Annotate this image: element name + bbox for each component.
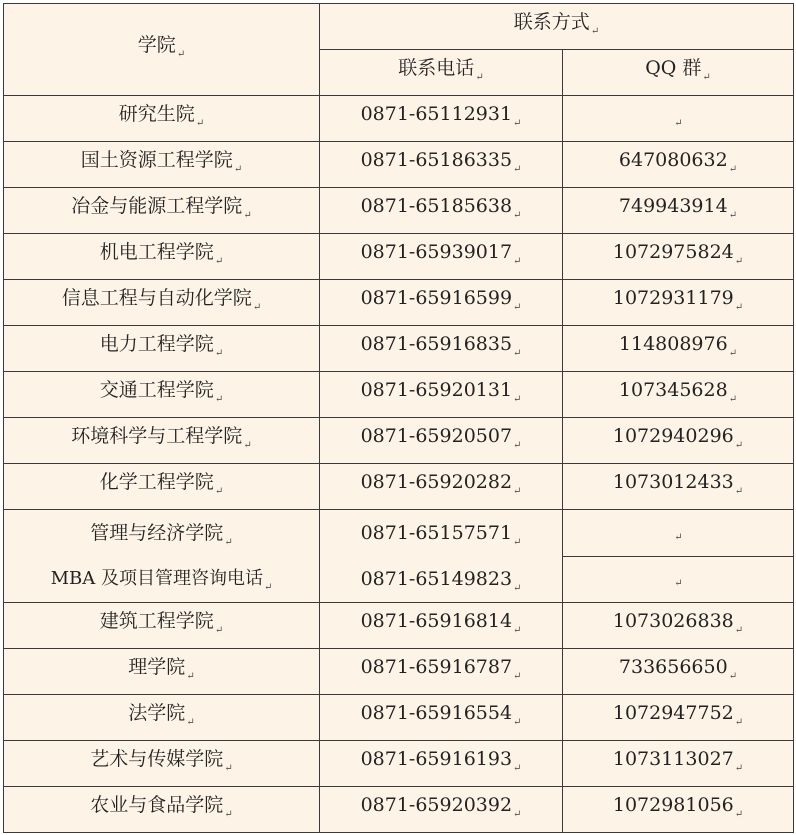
phone-cell: 0871-65939017↵	[320, 234, 563, 280]
phone-cell: 0871-65112931↵	[320, 96, 563, 142]
phone-cell: 0871-65185638↵	[320, 188, 563, 234]
phone-cell-merged: 0871-65157571↵ 0871-65149823↵	[320, 510, 563, 603]
college-contact-table	[3, 3, 794, 833]
college-cell: 电力工程学院↵	[4, 326, 320, 372]
qq-cell: 1072981056↵	[563, 787, 794, 833]
phone-cell: 0871-65920507↵	[320, 418, 563, 464]
header-college: 学院↵	[4, 4, 320, 96]
college-cell: 研究生院↵	[4, 96, 320, 142]
qq-cell: 733656650↵	[563, 649, 794, 695]
phone-cell: 0871-65916835↵	[320, 326, 563, 372]
table-row	[4, 418, 794, 464]
college-cell: 环境科学与工程学院↵	[4, 418, 320, 464]
college-cell: 交通工程学院↵	[4, 372, 320, 418]
header-qq: QQ 群↵	[563, 50, 794, 96]
qq-cell: 114808976↵	[563, 326, 794, 372]
qq-cell: ↵	[563, 510, 794, 557]
college-cell: 国土资源工程学院↵	[4, 142, 320, 188]
header-contact-method: 联系方式↵	[320, 4, 794, 50]
qq-cell: 1072947752↵	[563, 695, 794, 741]
phone-cell: 0871-65916193↵	[320, 741, 563, 787]
college-cell: 艺术与传媒学院↵	[4, 741, 320, 787]
phone-cell: 0871-65916599↵	[320, 280, 563, 326]
qq-cell: 1073113027↵	[563, 741, 794, 787]
qq-cell: 1072940296↵	[563, 418, 794, 464]
table-row	[4, 234, 794, 280]
qq-cell: 749943914↵	[563, 188, 794, 234]
college-cell: 化学工程学院↵	[4, 464, 320, 510]
phone-cell: 0871-65916554↵	[320, 695, 563, 741]
qq-cell: 1072931179↵	[563, 280, 794, 326]
qq-cell: 1072975824↵	[563, 234, 794, 280]
qq-cell: 1073026838↵	[563, 603, 794, 649]
college-cell: 信息工程与自动化学院↵	[4, 280, 320, 326]
phone-cell: 0871-65916787↵	[320, 649, 563, 695]
phone-cell: 0871-65920131↵	[320, 372, 563, 418]
college-cell: 建筑工程学院↵	[4, 603, 320, 649]
table-row-merged-top	[4, 510, 794, 557]
table-row	[4, 741, 794, 787]
table-row	[4, 326, 794, 372]
table-row	[4, 188, 794, 234]
qq-cell: 107345628↵	[563, 372, 794, 418]
college-cell: 农业与食品学院↵	[4, 787, 320, 833]
table-row	[4, 280, 794, 326]
phone-cell: 0871-65186335↵	[320, 142, 563, 188]
phone-cell: 0871-65916814↵	[320, 603, 563, 649]
college-cell: 法学院↵	[4, 695, 320, 741]
qq-cell: ↵	[563, 556, 794, 603]
table-row	[4, 603, 794, 649]
phone-cell: 0871-65920392↵	[320, 787, 563, 833]
college-cell: 冶金与能源工程学院↵	[4, 188, 320, 234]
table-row	[4, 96, 794, 142]
table-row	[4, 464, 794, 510]
header-phone: 联系电话↵	[320, 50, 563, 96]
table-row	[4, 142, 794, 188]
college-cell: 机电工程学院↵	[4, 234, 320, 280]
college-cell-merged: 管理与经济学院↵ MBA 及项目管理咨询电话↵	[4, 510, 320, 603]
header-row-top	[4, 4, 794, 50]
college-cell: 理学院↵	[4, 649, 320, 695]
table-row	[4, 649, 794, 695]
qq-cell: ↵	[563, 96, 794, 142]
table-row	[4, 372, 794, 418]
qq-cell: 647080632↵	[563, 142, 794, 188]
table-row	[4, 787, 794, 833]
phone-cell: 0871-65920282↵	[320, 464, 563, 510]
table-row	[4, 695, 794, 741]
qq-cell: 1073012433↵	[563, 464, 794, 510]
